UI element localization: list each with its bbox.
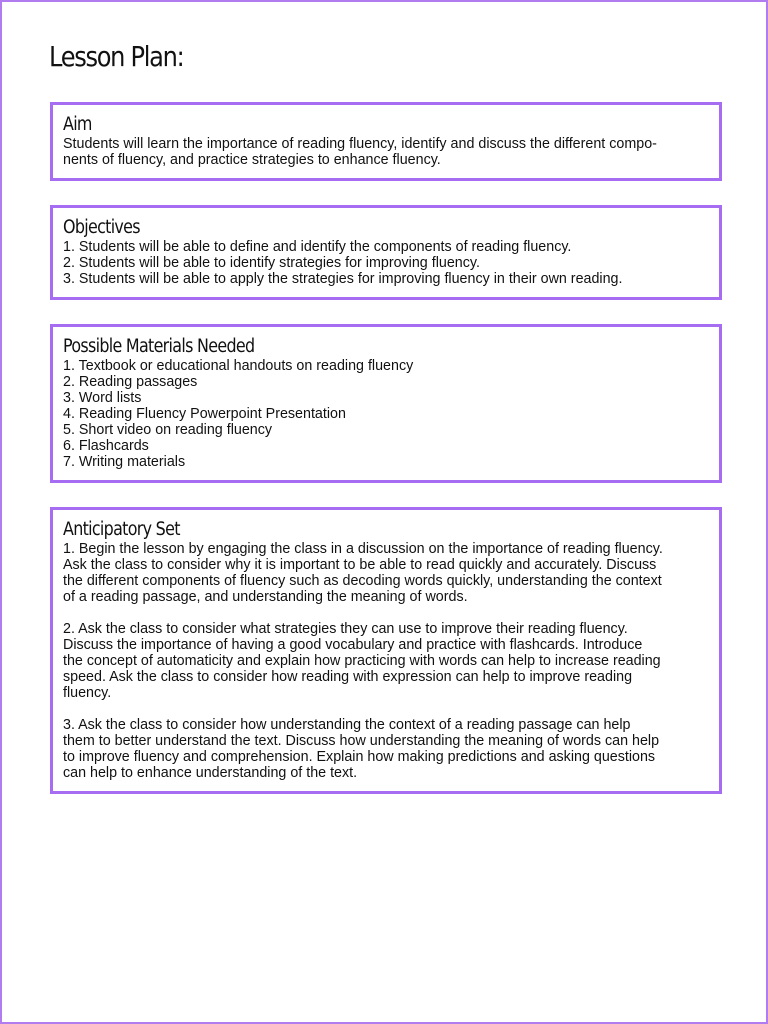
anticipatory-line: speed. Ask the class to consider how reading with expression can help to improve reading <box>63 669 633 685</box>
anticipatory-line: the different components of fluency such as decoding words quickly, understanding the context <box>63 573 662 589</box>
anticipatory-set-text <box>63 541 709 781</box>
material-item: 7. Writing materials <box>63 454 186 470</box>
anticipatory-line: 3. Ask the class to consider how understanding the context of a reading passage can help <box>63 717 631 733</box>
anticipatory-line: to improve fluency and comprehension. Explain how making predictions and asking questions <box>63 749 656 765</box>
material-item: 3. Word lists <box>63 390 142 406</box>
objectives-list <box>63 239 709 287</box>
material-item: 6. Flashcards <box>63 438 149 454</box>
materials-list <box>63 358 709 470</box>
material-item: 2. Reading passages <box>63 374 198 390</box>
anticipatory-line: 1. Begin the lesson by engaging the class in a discussion on the importance of reading fluency. <box>63 541 663 557</box>
anticipatory-set-section <box>50 507 722 794</box>
materials-heading: Possible Materials Needed <box>63 336 255 357</box>
anticipatory-line: can help to enhance understanding of the text. <box>63 765 358 781</box>
paragraph-gap <box>63 701 709 717</box>
material-item: 5. Short video on reading fluency <box>63 422 273 438</box>
anticipatory-line: of a reading passage, and understanding the meaning of words. <box>63 589 468 605</box>
objective-item: 3. Students will be able to apply the strategies for improving fluency in their own reading. <box>63 271 623 287</box>
aim-heading: Aim <box>63 114 92 135</box>
objectives-section <box>50 205 722 300</box>
anticipatory-set-heading: Anticipatory Set <box>63 519 180 540</box>
objective-item: 1. Students will be able to define and identify the components of reading fluency. <box>63 239 572 255</box>
objectives-heading: Objectives <box>63 217 140 238</box>
anticipatory-line: Ask the class to consider why it is important to be able to read quickly and accurately. Discuss <box>63 557 657 573</box>
material-item: 1. Textbook or educational handouts on reading fluency <box>63 358 414 374</box>
material-item: 4. Reading Fluency Powerpoint Presentation <box>63 406 346 422</box>
anticipatory-line: 2. Ask the class to consider what strategies they can use to improve their reading fluency. <box>63 621 628 637</box>
aim-section <box>50 102 722 181</box>
page-title: Lesson Plan: <box>49 40 184 73</box>
anticipatory-line: Discuss the importance of having a good vocabulary and practice with flashcards. Introduce <box>63 637 643 653</box>
aim-text <box>63 136 709 168</box>
paragraph-gap <box>63 605 709 621</box>
anticipatory-line: fluency. <box>63 685 112 701</box>
materials-section <box>50 324 722 483</box>
objective-item: 2. Students will be able to identify strategies for improving fluency. <box>63 255 480 271</box>
anticipatory-line: the concept of automaticity and explain how practicing with words can help to increase reading <box>63 653 661 669</box>
aim-line: Students will learn the importance of reading fluency, identify and discuss the different compo- <box>63 136 657 152</box>
aim-line: nents of fluency, and practice strategies to enhance fluency. <box>63 152 441 168</box>
anticipatory-line: them to better understand the text. Discuss how understanding the meaning of words can help <box>63 733 660 749</box>
